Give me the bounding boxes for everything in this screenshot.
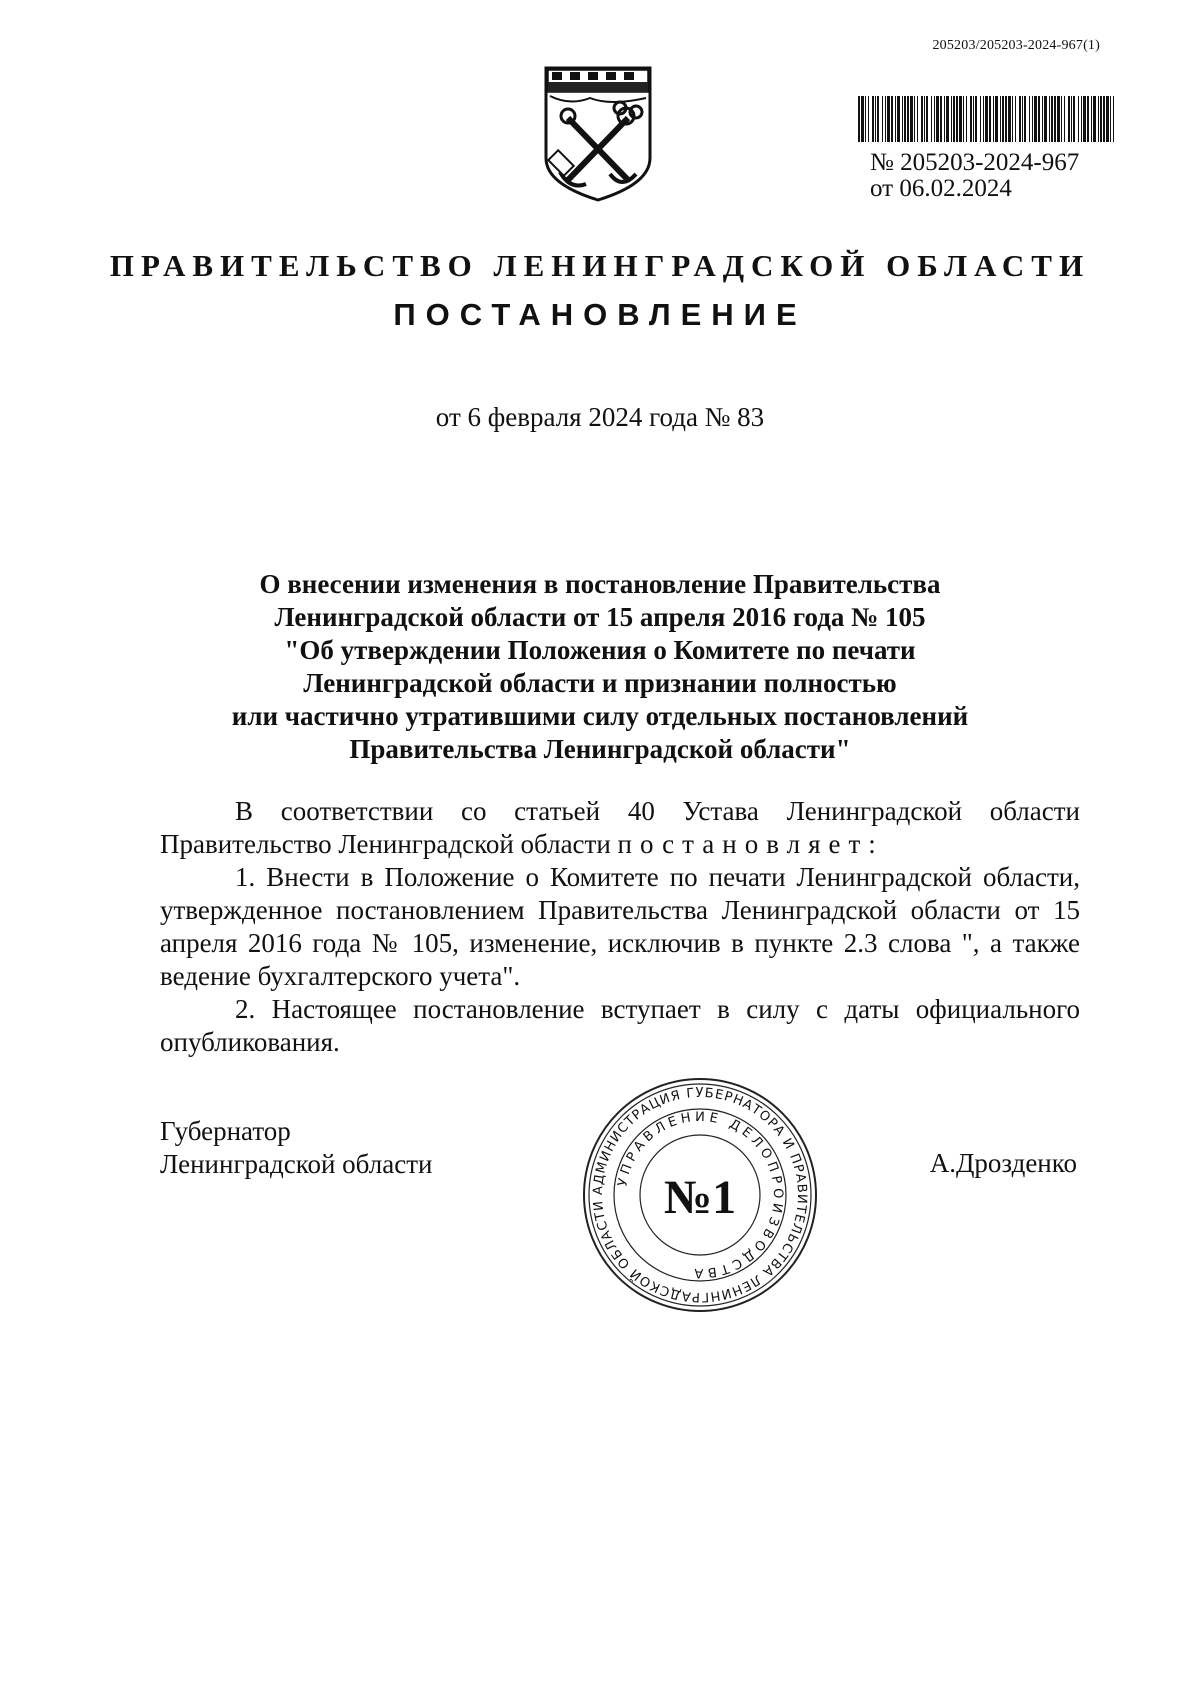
barcode-bar	[924, 96, 925, 142]
barcode-bar	[959, 96, 962, 142]
barcode-bar	[868, 96, 869, 142]
barcode-bar	[966, 96, 967, 142]
signer-position	[160, 1115, 432, 1181]
signer-position-line: Губернатор	[160, 1116, 291, 1146]
barcode-bar	[858, 96, 860, 142]
stamp-inner-text: УПРАВЛЕНИЕ ДЕЛОПРОИЗВОДСТВА	[615, 1109, 786, 1281]
barcode-bar	[1032, 96, 1033, 142]
signer-name: А.Дрозденко	[929, 1148, 1077, 1178]
preamble-paragraph	[160, 795, 1080, 861]
barcode-bar	[1019, 96, 1021, 142]
barcode-bar	[921, 96, 923, 142]
decree-word: постановляет:	[617, 829, 884, 859]
barcode-bar	[1015, 96, 1016, 142]
barcode-bar	[887, 96, 890, 142]
barcode-bar	[970, 96, 972, 142]
subject-line: Ленинградской области и признании полностью	[303, 668, 897, 698]
stamp-number: №1	[663, 1171, 737, 1224]
barcode-bar	[926, 96, 928, 142]
registration-number	[870, 150, 1079, 201]
subject-line: О внесении изменения в постановление Правительства	[259, 569, 941, 599]
barcode-bar	[1051, 96, 1053, 142]
subject-heading	[150, 568, 1050, 766]
barcode-bar	[891, 96, 893, 142]
barcode-bar	[1012, 96, 1013, 142]
barcode-bar	[995, 96, 998, 142]
barcode-bar	[1057, 96, 1060, 142]
barcode-bar	[1071, 96, 1072, 142]
barcode-bar	[975, 96, 977, 142]
subject-line: Правительства Ленинградской области"	[349, 734, 851, 764]
barcode-bar	[1061, 96, 1062, 142]
barcode-bar	[877, 96, 879, 142]
stamp-outer-text: АДМИНИСТРАЦИЯ ГУБЕРНАТОРА И ПРАВИТЕЛЬСТВА ЛЕНИНГРАДСКОЙ ОБЛАСТИ	[590, 1085, 810, 1305]
barcode-bar	[861, 96, 864, 142]
barcode-bar	[985, 96, 988, 142]
barcode-bar	[1024, 96, 1026, 142]
official-stamp	[580, 1075, 820, 1315]
barcode-bar	[1078, 96, 1079, 142]
barcode-bar	[1113, 96, 1114, 142]
barcode-bar	[910, 96, 913, 142]
signer-position-line: Ленинградской области	[160, 1149, 433, 1179]
barcode-bar	[953, 96, 955, 142]
barcode-bar	[1008, 96, 1011, 142]
barcode-bar	[1106, 96, 1109, 142]
subject-line: Ленинградской области от 15 апреля 2016 года № 105	[274, 602, 926, 632]
barcode-bar	[931, 96, 932, 142]
barcode-bar	[1002, 96, 1004, 142]
barcode-bar	[1029, 96, 1030, 142]
barcode-bar	[980, 96, 981, 142]
barcode-bar	[865, 96, 866, 142]
subject-line: или частично утратившими силу отдельных постановлений	[231, 701, 969, 731]
barcode-bar	[1042, 96, 1043, 142]
barcode-bar	[1034, 96, 1037, 142]
barcode-bar	[1091, 96, 1092, 142]
item-1-paragraph: 1. Внести в Положение о Комитете по печати Ленинградской области, утвержденное постановлением Правительства Ленинградской области от 15 апреля 2016 года № 105, изменение, исключив в пункте 2.3 слова ", а также ведение бухгалтерского учета".	[160, 862, 1080, 991]
preamble-text: В соответствии со статьей 40 Устава Ленинградской области Правительство Ленинградской области	[160, 796, 1080, 859]
barcode-bar	[897, 96, 900, 142]
barcode-bar	[940, 96, 942, 142]
coat-of-arms-icon	[540, 62, 656, 202]
barcode-bar	[1087, 96, 1089, 142]
barcode-bar	[1098, 96, 1099, 142]
barcode-bar	[1044, 96, 1047, 142]
barcode-bar	[1000, 96, 1001, 142]
registration-date-line: от 06.02.2024	[870, 174, 1012, 202]
barcode-bar	[973, 96, 974, 142]
barcode-bar	[1081, 96, 1082, 142]
barcode-bar	[983, 96, 984, 142]
government-title: ПРАВИТЕЛЬСТВО ЛЕНИНГРАДСКОЙ ОБЛАСТИ	[109, 248, 1091, 283]
barcode-bar	[917, 96, 918, 142]
barcode-bar	[1093, 96, 1096, 142]
barcode-bar	[1068, 96, 1070, 142]
subject-line: "Об утверждении Положения о Комитете по печати	[284, 635, 916, 665]
barcode-bar	[944, 96, 945, 142]
document-body	[160, 795, 1080, 1059]
barcode-bar	[895, 96, 896, 142]
barcode-bar	[1064, 96, 1065, 142]
barcode-bar	[902, 96, 903, 142]
barcode-bar	[956, 96, 958, 142]
barcode-bar	[934, 96, 935, 142]
document-date: от 6 февраля 2024 года № 83	[435, 402, 765, 432]
barcode-bar	[936, 96, 939, 142]
barcode-bar	[872, 96, 874, 142]
barcode-bar	[882, 96, 883, 142]
barcode-bar	[875, 96, 876, 142]
barcode-bar	[1049, 96, 1050, 142]
barcode	[858, 96, 1116, 142]
barcode-bar	[1073, 96, 1075, 142]
barcode-bar	[885, 96, 886, 142]
item-2-paragraph: 2. Настоящее постановление вступает в силу с даты официального опубликования.	[160, 994, 1080, 1057]
barcode-bar	[1083, 96, 1086, 142]
barcode-bar	[1100, 96, 1102, 142]
barcode-bar	[993, 96, 994, 142]
barcode-bar	[989, 96, 991, 142]
barcode-bar	[963, 96, 964, 142]
barcode-bar	[1103, 96, 1105, 142]
barcode-bar	[1022, 96, 1023, 142]
registration-number-line: № 205203-2024-967	[870, 149, 1080, 176]
barcode-bar	[1005, 96, 1007, 142]
barcode-bar	[1110, 96, 1111, 142]
barcode-bar	[904, 96, 906, 142]
barcode-bar	[914, 96, 915, 142]
document-id: 205203/205203-2024-967(1)	[932, 38, 1100, 53]
barcode-bar	[907, 96, 909, 142]
barcode-bar	[1054, 96, 1056, 142]
barcode-bar	[1038, 96, 1040, 142]
barcode-bar	[946, 96, 949, 142]
barcode-bar	[951, 96, 952, 142]
document-type: ПОСТАНОВЛЕНИЕ	[393, 297, 807, 332]
